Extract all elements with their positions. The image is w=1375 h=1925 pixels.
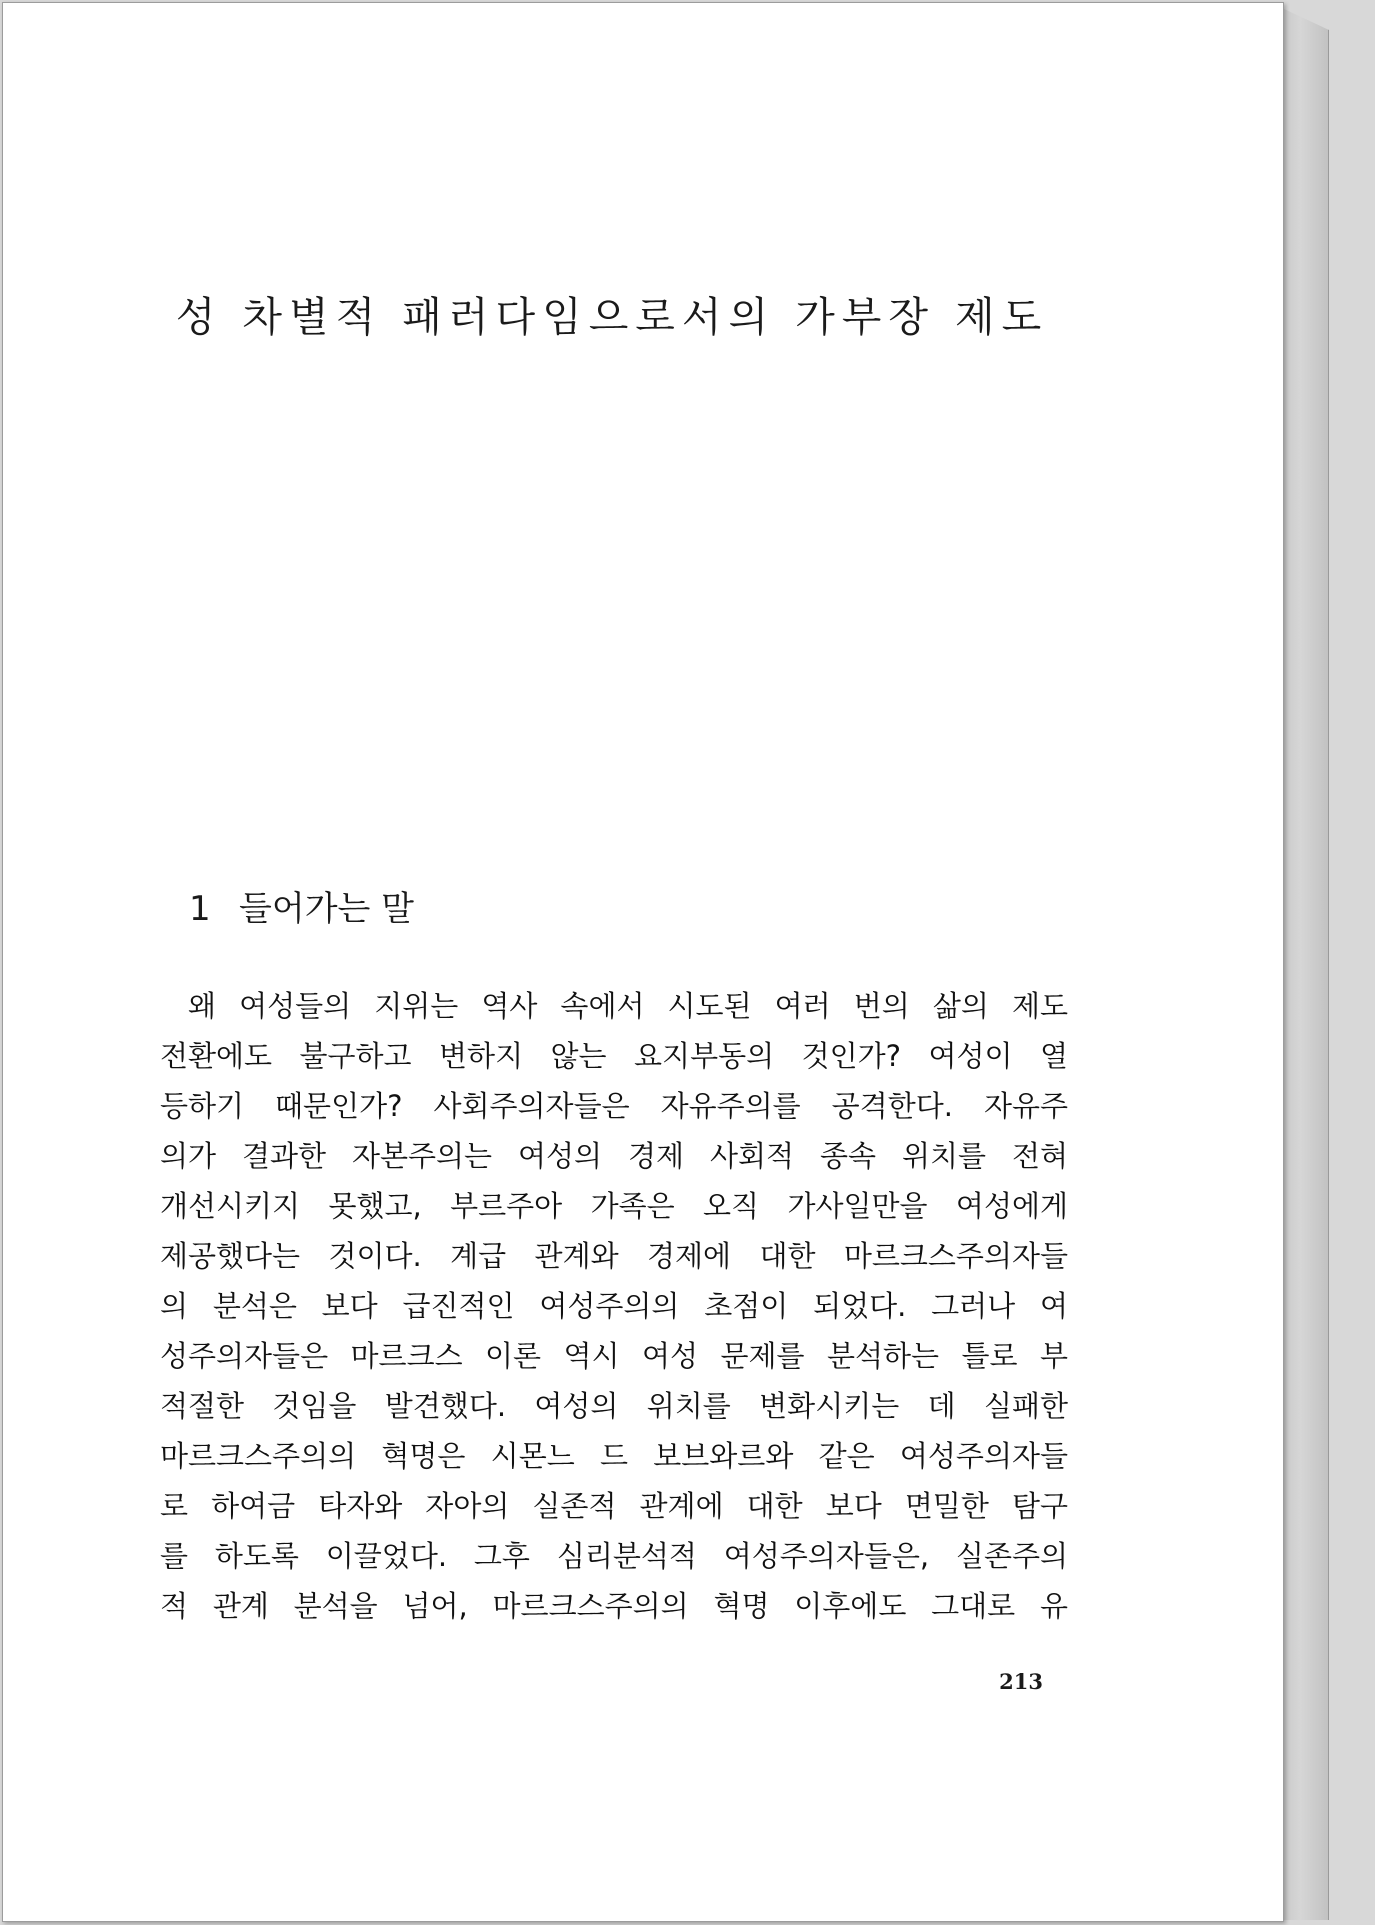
page-edge <box>1282 8 1329 1920</box>
body-line: 개선시키지 못했고, 부르주아 가족은 오직 가사일만을 여성에게 <box>160 1189 1068 1223</box>
page-number: 213 <box>999 1669 1043 1694</box>
body-line: 전환에도 불구하고 변하지 않는 요지부동의 것인가? 여성이 열 <box>160 1039 1068 1073</box>
body-line: 의가 결과한 자본주의는 여성의 경제 사회적 종속 위치를 전혀 <box>160 1139 1068 1173</box>
body-line: 제공했다는 것이다. 계급 관계와 경제에 대한 마르크스주의자들 <box>160 1239 1068 1273</box>
section-number: 1 <box>189 889 211 929</box>
body-paragraph <box>160 981 1068 1631</box>
chapter-title: 성 차별적 패러다임으로서의 가부장 제도 <box>175 293 1049 341</box>
body-line: 적절한 것임을 발견했다. 여성의 위치를 변화시키는 데 실패한 <box>160 1389 1068 1423</box>
section-heading-text: 들어가는 말 <box>239 889 415 929</box>
body-line: 성주의자들은 마르크스 이론 역시 여성 문제를 분석하는 틀로 부 <box>160 1339 1068 1373</box>
body-line: 로 하여금 타자와 자아의 실존적 관계에 대한 보다 면밀한 탐구 <box>160 1489 1068 1523</box>
body-line: 적 관계 분석을 넘어, 마르크스주의의 혁명 이후에도 그대로 유 <box>160 1589 1068 1623</box>
section-heading <box>189 881 414 930</box>
body-line: 를 하도록 이끌었다. 그후 심리분석적 여성주의자들은, 실존주의 <box>160 1539 1068 1573</box>
body-line: 마르크스주의의 혁명은 시몬느 드 보브와르와 같은 여성주의자들 <box>160 1439 1068 1473</box>
body-line: 의 분석은 보다 급진적인 여성주의의 초점이 되었다. 그러나 여 <box>160 1289 1068 1323</box>
body-line: 왜 여성들의 지위는 역사 속에서 시도된 여러 번의 삶의 제도 <box>188 989 1068 1023</box>
book-page <box>2 2 1284 1922</box>
body-line: 등하기 때문인가? 사회주의자들은 자유주의를 공격한다. 자유주 <box>160 1089 1068 1123</box>
